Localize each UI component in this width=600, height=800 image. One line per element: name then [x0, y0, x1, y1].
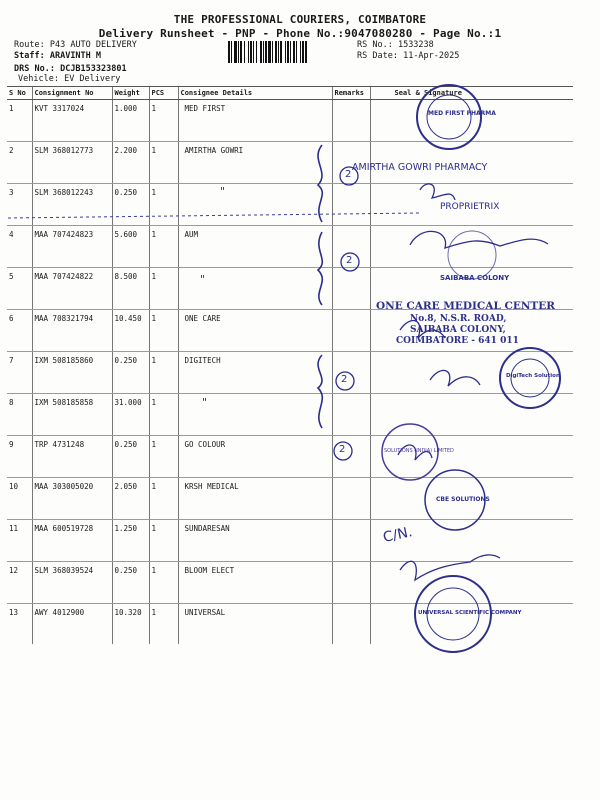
rs-date-value: 11-Apr-2025 — [403, 51, 460, 61]
rs-date-label: RS Date: — [357, 51, 398, 61]
remarks-cell — [332, 352, 370, 394]
consignment-cell: IXM 508185858 — [32, 394, 112, 436]
remarks-cell — [332, 436, 370, 478]
pcs-cell: 1 — [149, 184, 178, 226]
runsheet-title: Delivery Runsheet - PNP - Phone No.:9047080280 - Page No.:1 — [98, 27, 502, 40]
one-care-stamp-street: No.8, N.S.R. ROAD, — [410, 314, 507, 324]
consignment-cell: IXM 508185860 — [32, 352, 112, 394]
pcs-cell: 1 — [149, 352, 178, 394]
table-row — [7, 436, 573, 478]
table-row — [7, 352, 573, 394]
weight-cell: 8.500 — [112, 268, 149, 310]
consignee-cell: AUM — [178, 226, 332, 268]
weight-cell: 1.000 — [112, 100, 149, 142]
pcs-cell: 1 — [149, 142, 178, 184]
vehicle-line — [18, 74, 120, 84]
drs-label: DRS No.: — [14, 64, 55, 74]
digitech-seal-text: DigiTech Solution — [506, 373, 560, 379]
col-header-weight: Weight — [112, 87, 149, 100]
count-mark-2: 2 — [346, 255, 353, 266]
sno-cell: 2 — [7, 142, 32, 184]
weight-cell: 31.000 — [112, 394, 149, 436]
rs-no-value: 1533238 — [397, 40, 434, 50]
vehicle-label: Vehicle: — [18, 74, 59, 84]
drs-value: DCJB153323801 — [60, 64, 127, 74]
remarks-cell — [332, 562, 370, 604]
weight-cell: 10.450 — [112, 310, 149, 352]
count-mark-4: 2 — [339, 444, 346, 455]
sno-cell: 11 — [7, 520, 32, 562]
pcs-cell: 1 — [149, 478, 178, 520]
table-row — [7, 394, 573, 436]
one-care-stamp-area: SAIBABA COLONY, — [410, 325, 506, 335]
table-row — [7, 142, 573, 184]
one-care-stamp-name: ONE CARE MEDICAL CENTER — [376, 300, 555, 312]
amirtha-stamp-role: PROPRIETRIX — [440, 202, 500, 212]
universal-seal-text: UNIVERSAL SCIENTIFIC COMPANY — [418, 610, 522, 616]
sno-cell: 4 — [7, 226, 32, 268]
consignment-cell: MAA 303005020 — [32, 478, 112, 520]
consignment-cell: KVT 3317024 — [32, 100, 112, 142]
consignment-cell: AWY 4012900 — [32, 604, 112, 645]
consignee-cell: BLOOM ELECT — [178, 562, 332, 604]
sno-cell: 13 — [9, 608, 19, 617]
remarks-cell — [332, 100, 370, 142]
col-header-consignee: Consignee Details — [178, 87, 332, 100]
seal-cell — [370, 436, 573, 478]
weight-cell: 2.050 — [112, 478, 149, 520]
sno-cell: 6 — [7, 310, 32, 352]
aum-seal-text: SAIBABA COLONY — [440, 274, 510, 282]
staff-value: ARAVINTH M — [49, 51, 102, 61]
col-header-seal: Seal & Signature — [370, 87, 573, 100]
remarks-cell — [332, 604, 370, 645]
ditto-mark-3: " — [220, 185, 226, 198]
weight-cell: 5.600 — [112, 226, 149, 268]
consignee-cell: MED FIRST — [178, 100, 332, 142]
consignee-cell — [178, 184, 332, 226]
col-header-pcs: PCS — [149, 87, 178, 100]
consignment-cell: MAA 708321794 — [32, 310, 112, 352]
col-header-sno: S No — [7, 87, 32, 100]
route-line — [14, 40, 137, 50]
seal-cell — [370, 100, 573, 142]
pcs-cell: 1 — [149, 604, 178, 645]
seal-cell — [370, 562, 573, 604]
sno-cell: 3 — [7, 184, 32, 226]
pcs-cell: 1 — [149, 436, 178, 478]
seal-cell — [370, 394, 573, 436]
consignee-cell: AMIRTHA GOWRI — [178, 142, 332, 184]
pcs-cell: 1 — [149, 310, 178, 352]
sno-cell: 8 — [7, 394, 32, 436]
weight-cell: 0.250 — [112, 436, 149, 478]
col-header-remarks: Remarks — [332, 87, 370, 100]
pcs-cell: 1 — [149, 520, 178, 562]
route-label: Route: — [14, 40, 45, 50]
ditto-mark-5: " — [200, 273, 206, 286]
staff-label: Staff: — [14, 51, 45, 61]
sno-cell: 9 — [7, 436, 32, 478]
route-value: P43 AUTO DELIVERY — [49, 40, 137, 50]
runsheet-table — [7, 86, 573, 644]
initials-note: C/N. — [381, 524, 414, 546]
ditto-mark-8: " — [202, 396, 208, 409]
one-care-stamp-city: COIMBATORE - 641 011 — [396, 336, 519, 346]
remarks-cell — [332, 268, 370, 310]
consignment-cell: MAA 707424822 — [32, 268, 112, 310]
consignee-cell: SUNDARESAN — [178, 520, 332, 562]
pcs-cell: 1 — [149, 394, 178, 436]
seal-cell — [370, 226, 573, 268]
consignee-cell: DIGITECH — [178, 352, 332, 394]
remarks-cell — [332, 184, 370, 226]
consignee-cell: UNIVERSAL — [178, 604, 332, 645]
rs-no-line — [357, 40, 434, 50]
sno-cell: 7 — [7, 352, 32, 394]
weight-cell: 0.250 — [112, 184, 149, 226]
pharma-seal-text: MED FIRST PHARMA — [428, 110, 496, 117]
table-row — [7, 100, 573, 142]
consignment-cell: SLM 368012773 — [32, 142, 112, 184]
vehicle-value: EV Delivery — [64, 74, 121, 84]
amirtha-stamp-name: AMIRTHA GOWRI PHARMACY — [352, 162, 488, 173]
pcs-cell: 1 — [149, 100, 178, 142]
staff-line — [14, 51, 101, 61]
rs-date-line — [357, 51, 459, 61]
weight-cell: 1.250 — [112, 520, 149, 562]
consignment-cell: SLM 368039524 — [32, 562, 112, 604]
table-header-row — [7, 87, 573, 100]
table-row — [7, 520, 573, 562]
krsh-seal-text: CBE SOLUTIONS — [436, 496, 490, 503]
pcs-cell: 1 — [149, 562, 178, 604]
sno-cell: 1 — [7, 100, 32, 142]
company-title: THE PROFESSIONAL COURIERS, COIMBATORE — [173, 13, 427, 26]
remarks-cell — [332, 520, 370, 562]
pcs-cell: 1 — [149, 226, 178, 268]
pcs-cell: 1 — [149, 268, 178, 310]
table-row — [7, 226, 573, 268]
weight-cell: 0.250 — [112, 562, 149, 604]
col-header-consignment: Consignment No — [32, 87, 112, 100]
consignment-cell: MAA 600519728 — [32, 520, 112, 562]
sno-cell: 5 — [7, 268, 32, 310]
drs-line — [14, 64, 127, 74]
barcode — [228, 41, 352, 63]
weight-cell: 2.200 — [112, 142, 149, 184]
consignee-cell: GO COLOUR — [178, 436, 332, 478]
remarks-cell — [332, 478, 370, 520]
india-seal-text: SOLUTIONS (INDIA) LIMITED — [384, 448, 454, 454]
consignee-cell: ONE CARE — [178, 310, 332, 352]
consignment-cell: TRP 4731248 — [32, 436, 112, 478]
consignee-cell: KRSH MEDICAL — [178, 478, 332, 520]
remarks-cell — [332, 394, 370, 436]
remarks-cell — [332, 310, 370, 352]
count-mark-3: 2 — [341, 374, 348, 385]
rs-no-label: RS No.: — [357, 40, 393, 50]
weight-cell: 0.250 — [112, 352, 149, 394]
sno-cell: 10 — [7, 478, 32, 520]
weight-cell: 10.320 — [112, 604, 149, 645]
consignment-cell: SLM 368012243 — [32, 184, 112, 226]
consignment-cell: MAA 707424823 — [32, 226, 112, 268]
count-mark-1: 2 — [345, 169, 352, 180]
table-row — [7, 562, 573, 604]
sno-cell: 12 — [7, 562, 32, 604]
